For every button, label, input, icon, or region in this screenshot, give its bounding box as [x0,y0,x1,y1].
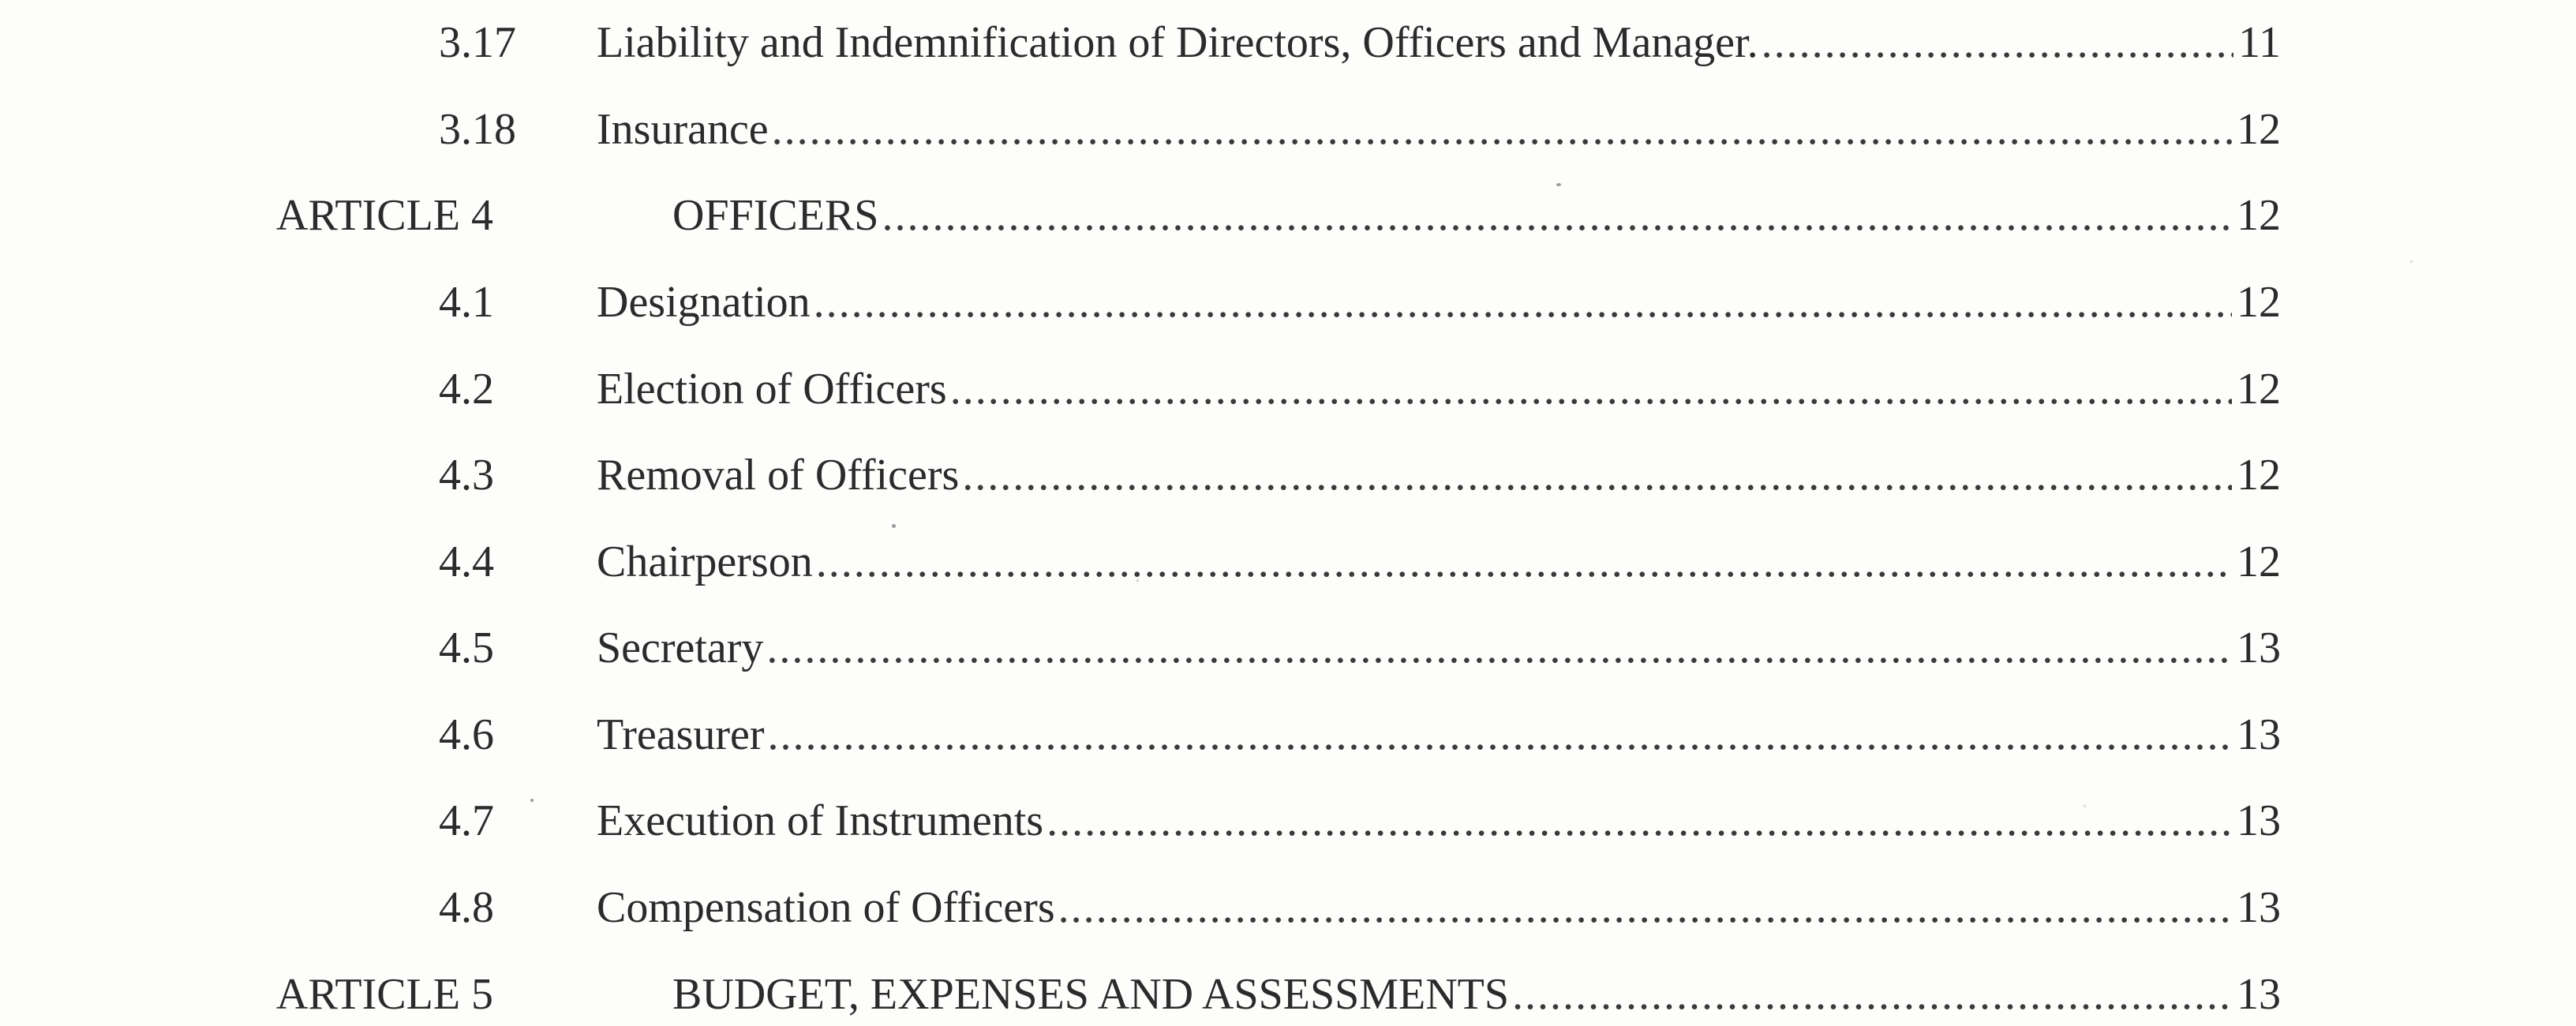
toc-entry-title-line [597,444,2281,507]
toc-entry-page: 11 [2238,18,2281,67]
toc-entry-title: Liability and Indemnification of Directors, Officers and Manager. [597,18,1758,67]
scan-speck [1136,579,1139,582]
toc-entry-number: 3.18 [439,105,516,154]
toc-entry-page: 13 [2237,796,2281,845]
toc-entry-page: 13 [2237,623,2281,672]
toc-entry-page: 12 [2237,451,2281,500]
toc-entry-title-line [597,530,2281,594]
toc-entry-number: 4.3 [439,451,494,500]
toc-entry-title-line [597,11,2281,74]
toc-entry-title: Chairperson [597,537,813,586]
toc-entry-title: Compensation of Officers [597,883,1055,932]
dot-leader [1058,876,2232,939]
scan-speck [892,524,896,528]
toc-entry-title-line [597,271,2281,334]
dot-leader [950,358,2232,421]
toc-entry-number: ARTICLE 4 [276,191,494,240]
toc-entry-number: 4.2 [439,365,494,414]
toc-entry-title: Treasurer [597,710,765,759]
toc-entry-title: Secretary [597,623,764,672]
toc-entry [0,11,2281,74]
toc-entry-number: 3.17 [439,18,516,67]
toc-entry-title-line [672,184,2281,247]
toc-entry [0,703,2281,766]
scan-speck [530,799,534,802]
toc-entry-title: Execution of Instruments [597,796,1044,845]
dot-leader [766,616,2232,680]
toc-entry-number: ARTICLE 5 [276,970,494,1019]
toc-entry-number: 4.5 [439,623,494,672]
toc-entry-page: 12 [2237,191,2281,240]
toc-entry-title: Removal of Officers [597,451,960,500]
toc-entry-title-line [597,98,2281,161]
toc-entry-page: 12 [2237,278,2281,327]
toc-entry [0,789,2281,852]
toc-entry-title-line [597,703,2281,766]
toc-entry [0,271,2281,334]
toc-entry-number: 4.4 [439,537,494,586]
scan-speck [2410,260,2413,263]
toc-entry-title-line [597,789,2281,852]
dot-leader [772,98,2232,161]
toc-entry-number: 4.1 [439,278,494,327]
toc-entry-page: 13 [2237,970,2281,1019]
toc-entry-page: 12 [2237,105,2281,154]
scan-speck [1556,183,1561,186]
toc-entry [0,444,2281,507]
toc-entry-title-line [672,963,2281,1026]
toc-entry-title-line [597,358,2281,421]
toc-entry-number: 4.8 [439,883,494,932]
toc-entry [0,98,2281,161]
toc-entry [0,530,2281,594]
toc-entry-title: Designation [597,278,811,327]
toc-entry-page: 13 [2237,710,2281,759]
dot-leader [816,530,2232,594]
toc-entry-page: 12 [2237,537,2281,586]
dot-leader [1512,963,2232,1026]
toc-entry-title: BUDGET, EXPENSES AND ASSESSMENTS [672,970,1510,1019]
toc-entry-number: 4.6 [439,710,494,759]
toc-entry-number: 4.7 [439,796,494,845]
dot-leader [962,444,2232,507]
scan-speck [2084,805,2086,807]
toc-entry-title: Election of Officers [597,365,947,414]
toc-entry-page: 12 [2237,365,2281,414]
toc-entry [0,358,2281,421]
toc-entry-title: OFFICERS [672,191,879,240]
toc-article-entry [0,963,2281,1026]
toc-entry-title-line [597,876,2281,939]
dot-leader [1046,789,2232,852]
toc-entry [0,876,2281,939]
dot-leader [768,703,2232,766]
toc-entry-title-line [597,616,2281,680]
dot-leader [882,184,2232,247]
dot-leader [814,271,2232,334]
toc-entry-page: 13 [2237,883,2281,932]
toc-article-entry [0,184,2281,247]
toc-entry [0,616,2281,680]
dot-leader [1762,11,2233,74]
toc-entry-title: Insurance [597,105,769,154]
